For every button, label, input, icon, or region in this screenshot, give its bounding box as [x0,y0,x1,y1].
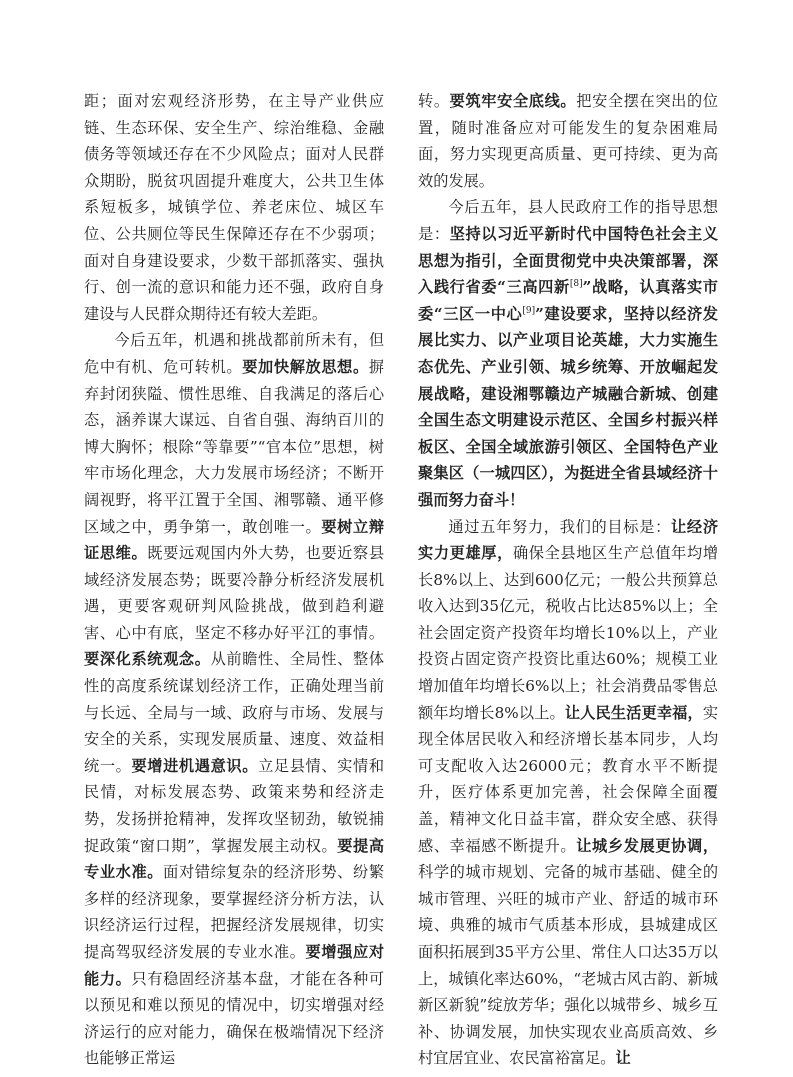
bold-ideology-3: ”建设要求，坚持以经济发展比实力、以产业项目论英雄，大力实施生态优先、产业引领、城乡统筹、开放崛起发展战略，建设湘鄂赣边产城融合新城、创建全国生态文明建设示范区、全国乡村振兴样板区、全国全域旅游引领区、全国特色产业聚集区（一城四区），为挺进全省县域经济十强而努力奋斗！ [418,304,718,509]
left-column [84,88,384,1072]
text-run: 今后五年，县人民政府工作的指导思想是： [418,198,718,243]
bold-heading-emancipate: 要加快解放思想。 [242,357,369,376]
text-run: 既要远观国内外大势，也要近察县域经济发展态势；既要冷静分析经济发展机遇，更要客观研判风险挑战，做到趋利避害、心中有底，坚定不移办好平江的事情。 [84,544,385,642]
bold-heading-opportunity: 要增进机遇意识。 [131,756,259,775]
bold-heading-professional: 要提高专业水准。 [84,836,385,882]
text-run: 实现全体居民收入和经济增长基本同步，人均可支配收入达26000元；教育水平不断提升，医疗体系更加完善，社会保障全面覆盖，精神文化日益丰富，群众安全感、获得感、幸福感不断提升。 [418,703,718,855]
bold-heading-response: 要增强应对能力。 [84,943,385,988]
bold-goal-livelihood: 让人民生活更幸福， [564,703,703,722]
text-run: 确保全县地区生产总值年均增长8%以上、达到600亿元；一般公共预算总收入达到35亿元，税收占比达85%以上；全社会固定资产投资年均增长10%以上，产业投资占固定资产投资比重达60%；规模工业增加值年均增长6%以上；社会消费品零售总额年均增长8%以上。 [418,544,719,722]
text-run: 通过五年努力，我们的目标是： [448,517,672,536]
text-run: 今后五年，机遇和挑战都前所未有，但危中有机、危可转机。 [84,331,384,376]
bold-heading-dialectical: 要树立辩证思维。 [84,517,385,563]
bold-goal-economy: 让经济实力更雄厚， [418,517,719,563]
paragraph-opportunities [84,327,384,1072]
footnote-ref-8[interactable]: [8] [569,279,583,290]
paragraph-challenges: 距；面对宏观经济形势，在主导产业供应链、生态环保、安全生产、综治维稳、金融债务等领域还存在不少风险点；面对人民群众期盼，脱贫巩固提升难度大，公共卫生体系短板多，城镇学位、养老床位、城区车位、公共厕位等民生保障还存在不少弱项；面对自身建设要求，少数干部抓落实、强执行、创一流的意识和能力还不强，政府自身建设与人民群众期待还有较大差距。 [84,92,384,323]
paragraph-goals [418,514,718,1072]
bold-goal-next: 让 [615,1049,631,1068]
text-run: 面对错综复杂的经济形势、纷繁多样的经济现象，要掌握经济分析方法，认识经济运行过程，把握经济发展规律，切实提高驾驭经济发展的专业水准。 [84,863,385,961]
text-run: 把安全摆在突出的位置，随时准备应对可能发生的复杂困难局面，努力实现更高质量、更可持续、更为高效的发展。 [418,92,719,190]
text-run: 只有稳固经济基本盘，才能在各种可以预见和难以预见的情况中，切实增强对经济运行的应对能力，确保在极端情况下经济也能够正常运 [84,969,385,1068]
text-run: 从前瞻性、全局性、整体性的高度系统谋划经济工作，正确处理当前与长远、全局与一域、政府与市场、发展与安全的关系，实现发展质量、速度、效益相统一。 [84,650,385,775]
text-run: 科学的城市规划、完备的城市基础、健全的城市管理、兴旺的城市产业、舒适的城市环境、典雅的城市气质基本形成，县城建成区面积拓展到35平方公里、常住人口达35万以上，城镇化率达60%，“老城古风古韵、新城新区新貌”绽放芳华；强化以城带乡、城乡互补、协调发展，加快实现农业高质高效、乡村宜居宜业、农民富裕富足。 [418,863,718,1068]
bold-heading-security: 要筑牢安全底线。 [449,92,577,110]
right-column [418,88,718,1072]
text-run: 摒弃封闭狭隘、惯性思维、自我满足的落后心态，涵养谋大谋远、自省自强、海纳百川的博大胸怀；根除“等靠要”“官本位”思想，树牢市场化理念，大力发展市场经济；不断开阔视野，将平江置于全国、湘鄂赣、通平修区域之中，勇争第一，敢创唯一。 [84,357,385,536]
text-run: 转。 [418,92,450,110]
paragraph-security [418,88,718,194]
bold-ideology-1: 坚持以习近平新时代中国特色社会主义思想为指引，全面贯彻党中央决策部署，深入践行省委“三高四新 [418,224,719,297]
bold-goal-urban-rural: 让城乡发展更协调， [576,836,719,855]
footnote-ref-9[interactable]: [9] [522,305,536,316]
text-run: 立足县情、实情和民情，对标发展态势、政策来势和经济走势，发扬拼抢精神，发挥攻坚韧劲，敏锐捕捉政策“窗口期”，掌握发展主动权。 [84,756,385,855]
bold-ideology-2: ”战略，认真落实市委“三区一中心 [418,278,718,323]
paragraph-guiding-ideology [418,194,718,513]
bold-heading-systemic: 要深化系统观念。 [84,650,211,669]
